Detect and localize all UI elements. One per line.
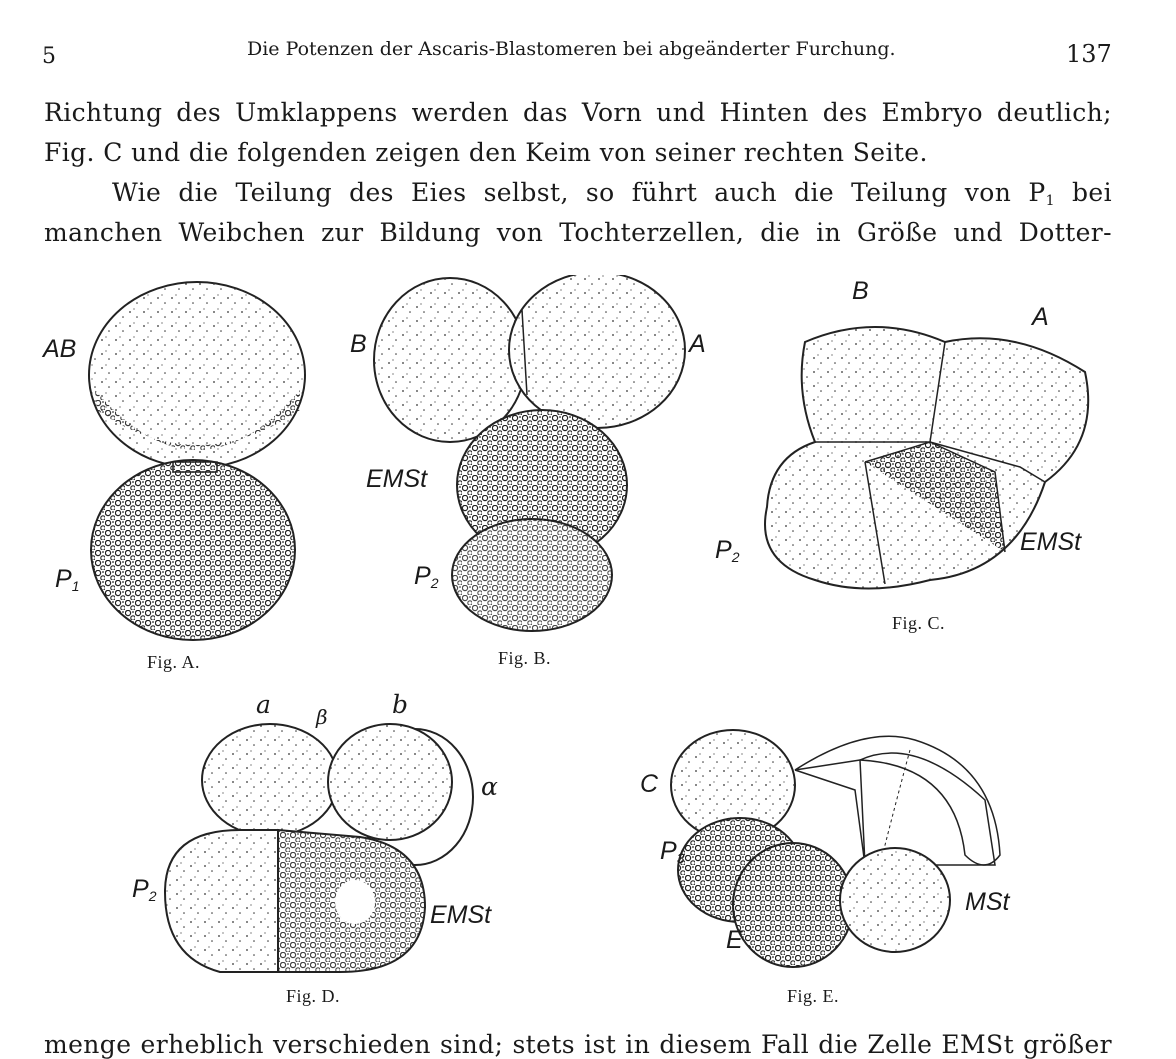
caption-fig-b: Fig. B. [498,648,552,668]
label-p2-fig-c: $P_2$ [715,536,740,565]
label-ab: AB [43,335,77,363]
running-title: Die Potenzen der Ascaris-Blastomeren bei abgeänderter Furchung. [247,38,896,60]
page-number: 137 [1066,40,1112,68]
figure-d-drawing [160,722,480,977]
text-line-4: manchen Weibchen zur Bildung von Tochterzellen, die in Größe und Dotter- [44,218,1112,247]
caption-fig-c: Fig. C. [892,613,946,633]
label-a-small-fig-d: a [256,690,271,719]
label-mst-fig-e: MSt [965,888,1010,916]
figure-a-drawing [85,280,315,650]
label-b-fig-b: B [350,330,367,358]
label-b-small-fig-d: b [392,690,409,719]
label-emst-fig-b: EMSt [366,465,428,493]
label-emst-fig-c: EMSt [1020,528,1082,556]
caption-fig-e: Fig. E. [787,986,840,1006]
caption-fig-a: Fig. A. [147,652,201,672]
label-emst-fig-d: EMSt [430,901,492,929]
caption-fig-d: Fig. D. [286,986,341,1006]
label-c-fig-e: C [640,770,659,798]
text-line-3: Wie die Teilung des Eies selbst, so führt auch die Teilung von $P_1$ bei [112,178,1113,209]
label-p2-fig-d: $P_2$ [132,875,157,904]
label-a-fig-c: A [1032,303,1049,331]
figure-e-drawing [665,725,1020,970]
label-p1: $P_1$ [55,565,80,594]
label-beta-fig-d: β [316,705,328,729]
label-e-fig-e: E [726,926,743,954]
section-number: 5 [42,44,56,69]
text-line-5: menge erheblich verschieden sind; stets ist in diesem Fall die Zelle EMSt größer [44,1030,1112,1059]
text-line-1: Richtung des Umklappens werden das Vorn und Hinten des Embryo deutlich; [44,98,1112,127]
label-alpha-fig-d: α [481,772,498,801]
text-line-2: Fig. C und die folgenden zeigen den Keim von seiner rechten Seite. [44,138,928,167]
label-p3-fig-e: $P_3$ [660,837,685,866]
label-a-fig-b: A [689,330,706,358]
label-p2-fig-b: $P_2$ [414,562,439,591]
label-b-fig-c: B [852,277,869,305]
